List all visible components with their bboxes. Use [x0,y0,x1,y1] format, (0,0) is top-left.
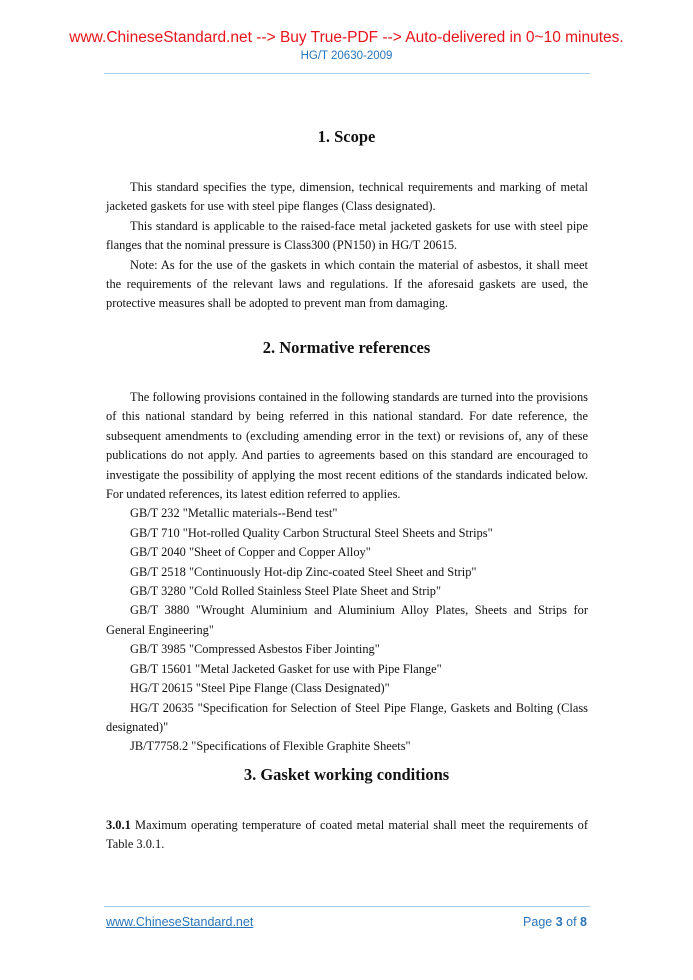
current-page: 3 [555,915,563,929]
paragraph: This standard specifies the type, dimension, technical requirements and marking of metal jacketed gaskets for use with steel pipe flanges (Class designated). [106,180,588,214]
page-label: Page [523,915,556,929]
paragraph: Note: As for the use of the gaskets in which contain the material of asbestos, it shall meet the requirements of the relevant laws and regulations. If the aforesaid gaskets are used, the protective measures shall be adopted to prevent man from damaging. [106,257,588,311]
footer-site-link[interactable]: www.ChineseStandard.net [106,915,254,929]
reference-item: HG/T 20635 "Specification for Selection of Steel Pipe Flange, Gaskets and Bolting (Class designated)" [106,700,588,734]
reference-item: GB/T 3280 "Cold Rolled Stainless Steel Plate Sheet and Strip" [130,584,442,599]
page-of: of [562,915,581,929]
footer-divider [104,906,590,907]
paragraph: The following provisions contained in the following standards are turned into the provisions of this national standard by being referred in this national standard. For date reference, the subsequent amendments to (excluding amending error in the text) or revisions of, any of these publications do not apply. And parties to agreements based on this standard are encouraged to investigate the possibility of applying the most recent editions of the standards indicated below. For undated references, its latest edition referred to applies. [106,390,588,502]
heading-normative-references: 2. Normative references [262,338,431,357]
reference-item: GB/T 3985 "Compressed Asbestos Fiber Jointing" [130,642,380,657]
reference-item: GB/T 2040 "Sheet of Copper and Copper Alloy" [130,545,371,560]
page-indicator [523,915,587,929]
references-body [106,388,588,757]
heading-scope: 1. Scope [317,127,376,146]
header-divider [104,73,590,74]
heading-gasket-working-conditions: 3. Gasket working conditions [243,765,450,784]
clause-number: 3.0.1 [106,818,131,832]
promo-banner[interactable]: www.ChineseStandard.net --> Buy True-PDF --> Auto-delivered in 0~10 minutes. [69,29,624,46]
scope-body [106,178,588,314]
reference-item: GB/T 710 "Hot-rolled Quality Carbon Structural Steel Sheets and Strips" [130,525,493,540]
document-id: HG/T 20630-2009 [300,50,393,62]
reference-item: HG/T 20615 "Steel Pipe Flange (Class Designated)" [130,681,390,696]
reference-item: GB/T 232 "Metallic materials--Bend test" [130,506,338,521]
reference-item: GB/T 15601 "Metal Jacketed Gasket for use with Pipe Flange" [130,661,442,676]
reference-item: GB/T 2518 "Continuously Hot-dip Zinc-coated Steel Sheet and Strip" [130,564,477,579]
clause-text: Maximum operating temperature of coated metal material shall meet the requirements of Table 3.0.1. [106,818,588,852]
reference-item: JB/T7758.2 "Specifications of Flexible Graphite Sheets" [130,739,411,754]
reference-item: GB/T 3880 "Wrought Aluminium and Aluminium Alloy Plates, Sheets and Strips for General Engineering" [106,603,588,637]
clause-3-0-1 [106,816,588,855]
paragraph: This standard is applicable to the raised-face metal jacketed gaskets for use with steel pipe flanges that the nominal pressure is Class300 (PN150) in HG/T 20615. [106,218,588,253]
total-pages: 8 [580,915,587,929]
conditions-body [106,816,588,855]
